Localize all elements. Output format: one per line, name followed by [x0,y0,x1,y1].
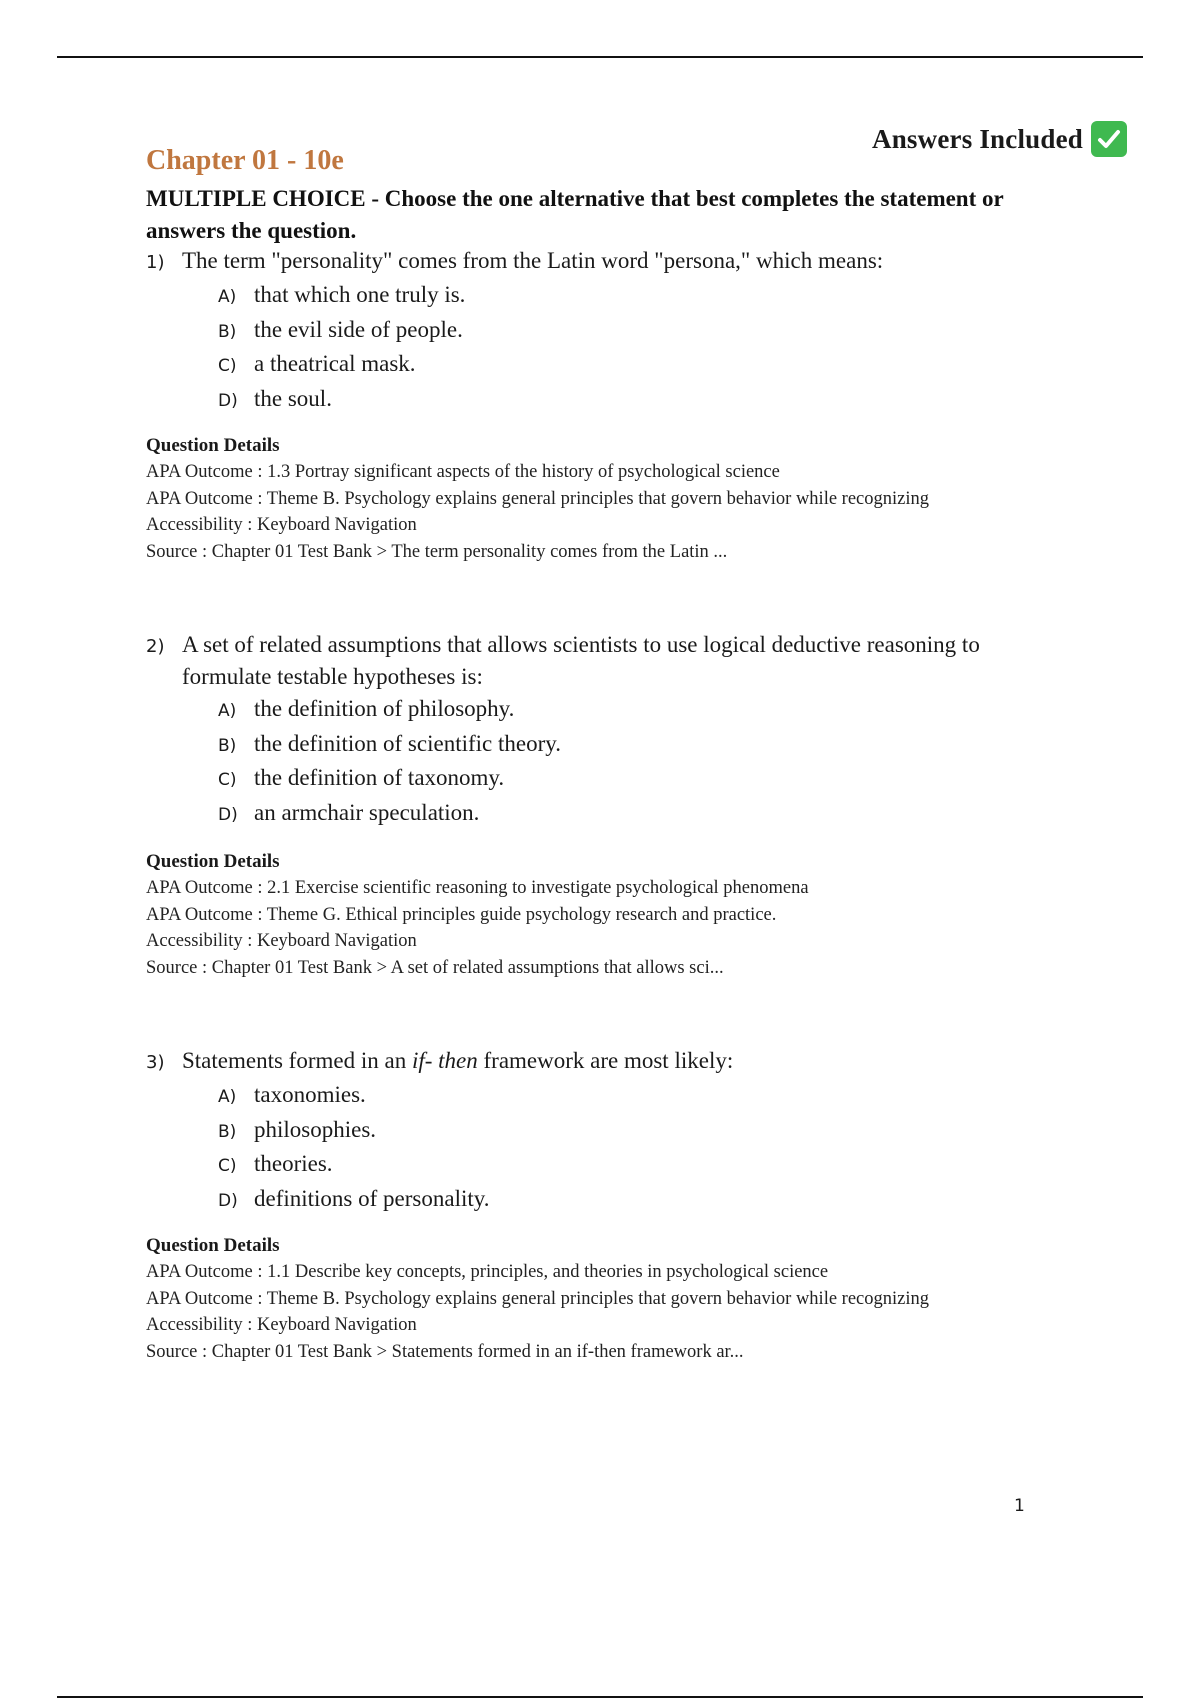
chapter-title: Chapter 01 - 10e [146,145,344,176]
question-1-details [146,432,1066,565]
section-instructions: MULTIPLE CHOICE - Choose the one alternative that best completes the statement or answers the question. [146,186,1004,243]
option-letter: C) [218,770,237,790]
answer-options [218,693,1066,831]
answer-options [218,1079,1066,1217]
option-text: taxonomies. [254,1082,366,1107]
answers-included-badge [872,121,1127,157]
question-text-line-1: A set of related assumptions that allows scientists to use logical deductive reasoning to [182,632,980,657]
option-letter: C) [218,356,237,376]
detail-apa-outcome-1: APA Outcome : 2.1 Exercise scientific reasoning to investigate psychological phenomena [146,878,809,898]
question-text-after: framework are most likely: [477,1048,734,1073]
detail-accessibility: Accessibility : Keyboard Navigation [146,515,417,535]
option-c [218,762,1066,797]
option-letter: B) [218,321,237,342]
question-1 [146,245,1066,417]
bottom-rule [57,1696,1143,1698]
question-text [182,629,1066,693]
page-number: 1 [1014,1496,1025,1516]
option-text: definitions of personality. [254,1185,490,1211]
detail-source: Source : Chapter 01 Test Bank > Statements formed in an if-then framework ar... [146,1341,744,1362]
option-a [218,1079,1066,1114]
option-text: a theatrical mask. [254,351,416,376]
detail-accessibility: Accessibility : Keyboard Navigation [146,931,417,951]
detail-apa-outcome-1: APA Outcome : 1.1 Describe key concepts, principles, and theories in psychological science [146,1262,829,1282]
question-3 [146,1045,1066,1217]
detail-apa-outcome-2: APA Outcome : Theme B. Psychology explains general principles that govern behavior while recognizing [146,488,929,509]
option-d [218,1183,1066,1218]
answers-included-label: Answers Included [872,123,1083,154]
option-text: the evil side of people. [254,316,463,342]
option-letter: D) [218,804,238,825]
option-text: the definition of scientific theory. [254,730,561,756]
check-mark-icon [1091,121,1127,157]
option-letter: D) [218,1190,238,1211]
detail-accessibility: Accessibility : Keyboard Navigation [146,1315,417,1335]
option-letter: B) [218,735,237,756]
option-letter: B) [218,1121,237,1142]
detail-apa-outcome-1: APA Outcome : 1.3 Portray significant aspects of the history of psychological science [146,462,780,482]
option-b [218,728,1066,763]
option-d [218,383,1066,418]
question-3-details [146,1232,1066,1365]
option-letter: A) [218,287,237,307]
details-title: Question Details [146,1235,280,1256]
option-c [218,348,1066,383]
option-letter: A) [218,1087,237,1107]
question-text-line-2: formulate testable hypotheses is: [182,664,483,689]
details-title: Question Details [146,435,280,456]
question-2-details [146,848,1066,981]
option-letter: D) [218,390,238,411]
detail-source: Source : Chapter 01 Test Bank > The term personality comes from the Latin ... [146,541,728,562]
option-c [218,1148,1066,1183]
option-a [218,693,1066,728]
question-number: 2) [146,636,165,657]
option-text: the soul. [254,385,332,411]
option-text: an armchair speculation. [254,799,480,825]
question-number: 1) [146,252,165,273]
detail-apa-outcome-2: APA Outcome : Theme B. Psychology explains general principles that govern behavior while recognizing [146,1288,929,1309]
question-text: The term "personality" comes from the Latin word "persona," which means: [182,248,884,273]
detail-apa-outcome-2: APA Outcome : Theme G. Ethical principles guide psychology research and practice. [146,904,777,925]
question-text-italic: if- then [411,1048,478,1073]
option-letter: C) [218,1156,237,1176]
details-title: Question Details [146,851,280,872]
option-b [218,314,1066,349]
option-text: the definition of philosophy. [254,696,515,721]
option-text: the definition of taxonomy. [254,765,505,790]
question-text-before: Statements formed in an [182,1048,412,1073]
option-b [218,1114,1066,1149]
question-text [182,1045,1066,1079]
option-text: philosophies. [254,1116,377,1142]
option-text: that which one truly is. [254,282,466,307]
option-d [218,797,1066,832]
option-letter: A) [218,701,237,721]
option-text: theories. [254,1151,333,1176]
answer-options [218,279,1066,417]
question-number: 3) [146,1052,165,1073]
option-a [218,279,1066,314]
top-rule [57,56,1143,58]
question-2 [146,629,1066,831]
detail-source: Source : Chapter 01 Test Bank > A set of related assumptions that allows sci... [146,957,724,978]
